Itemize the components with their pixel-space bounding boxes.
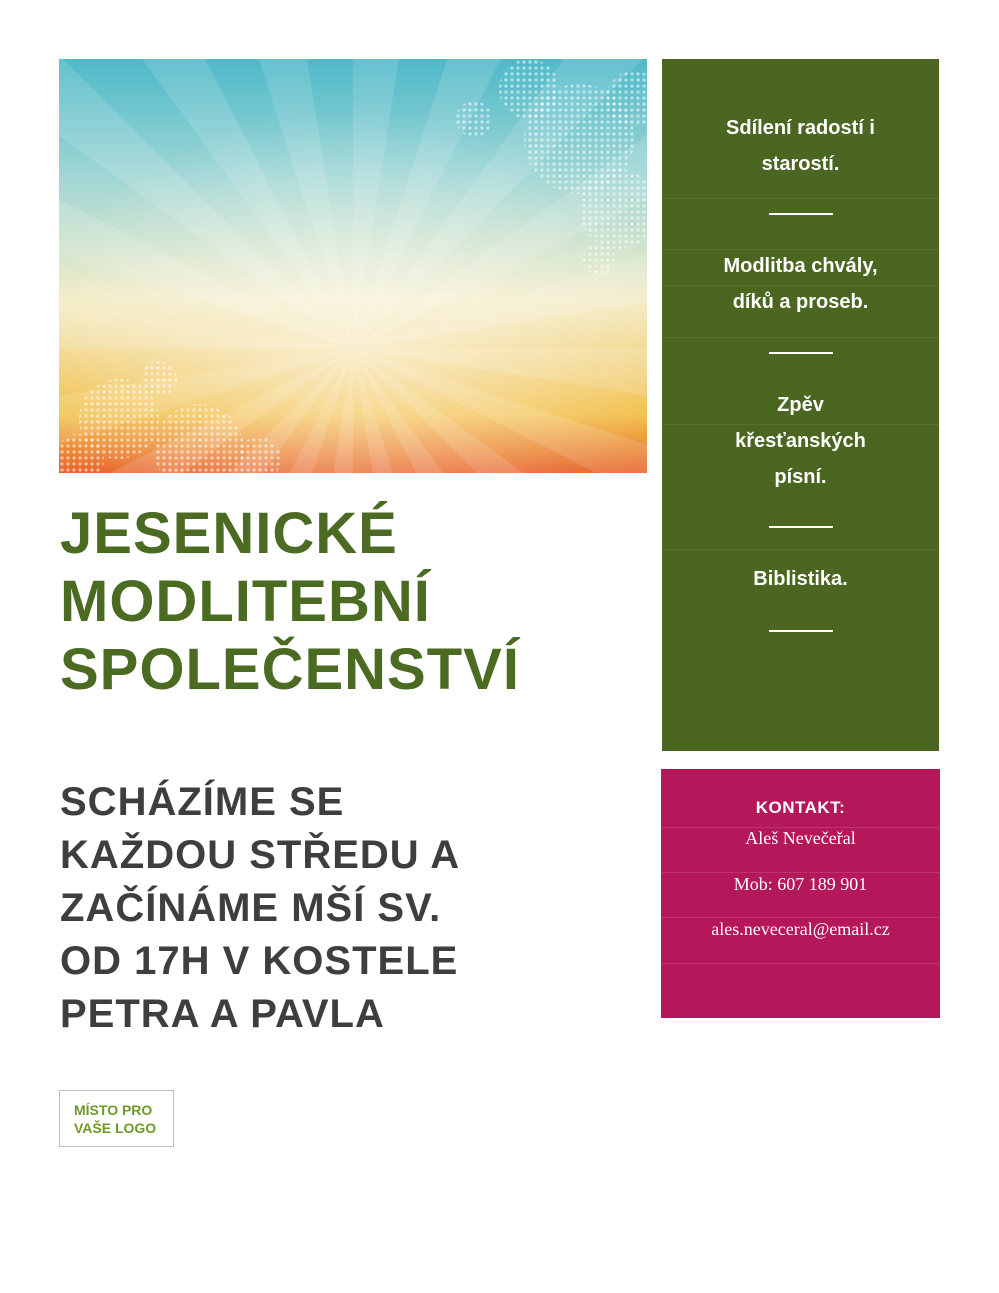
contact-phone[interactable]: Mob: 607 189 901: [733, 874, 868, 894]
hero-image: [59, 59, 647, 473]
contact-email[interactable]: ales.neveceral@email.cz: [711, 919, 890, 939]
activity-item: [662, 387, 939, 495]
separator-rule: [769, 352, 833, 354]
divider: [662, 549, 939, 550]
activity-line: Sdílení radostí i: [726, 117, 875, 139]
activity-line: písní.: [774, 466, 827, 488]
logo-placeholder: [59, 1090, 174, 1147]
meeting-info: [60, 776, 650, 1041]
activity-item: [662, 248, 939, 320]
contact-name: Aleš Nevečeřal: [745, 828, 856, 848]
activity-item: [662, 110, 939, 182]
divider: [662, 337, 939, 338]
divider: [661, 917, 940, 918]
activity-line: Modlitba chvály,: [723, 255, 878, 277]
contact-heading: KONTAKT:: [755, 798, 846, 817]
divider: [661, 963, 940, 964]
meeting-info-line: OD 17H V KOSTELE: [60, 939, 459, 983]
meeting-info-line: KAŽDOU STŘEDU A: [60, 833, 461, 877]
activity-item: [662, 561, 939, 597]
divider: [661, 872, 940, 873]
activity-line: starostí.: [761, 153, 840, 175]
activity-line: díků a proseb.: [732, 291, 869, 313]
activity-line: křesťanských: [735, 430, 866, 452]
activity-line: Zpěv: [777, 394, 824, 416]
separator-rule: [769, 526, 833, 528]
activity-line: Biblistika.: [753, 568, 848, 590]
title-line: JESENICKÉ: [60, 501, 398, 566]
meeting-info-line: ZAČÍNÁME MŠÍ SV.: [60, 886, 442, 930]
meeting-info-line: PETRA A PAVLA: [60, 992, 385, 1036]
title-line: SPOLEČENSTVÍ: [60, 637, 520, 702]
logo-placeholder-line: MÍSTO PRO: [74, 1101, 153, 1118]
title-line: MODLITEBNÍ: [60, 569, 431, 634]
logo-placeholder-line: VAŠE LOGO: [74, 1119, 157, 1136]
contact-panel: [661, 769, 940, 1018]
sunburst-graphic: [59, 59, 647, 473]
separator-rule: [769, 630, 833, 632]
activities-panel: [662, 59, 939, 751]
separator-rule: [769, 213, 833, 215]
meeting-info-line: SCHÁZÍME SE: [60, 780, 345, 824]
divider: [662, 198, 939, 199]
page-title: [60, 500, 650, 704]
